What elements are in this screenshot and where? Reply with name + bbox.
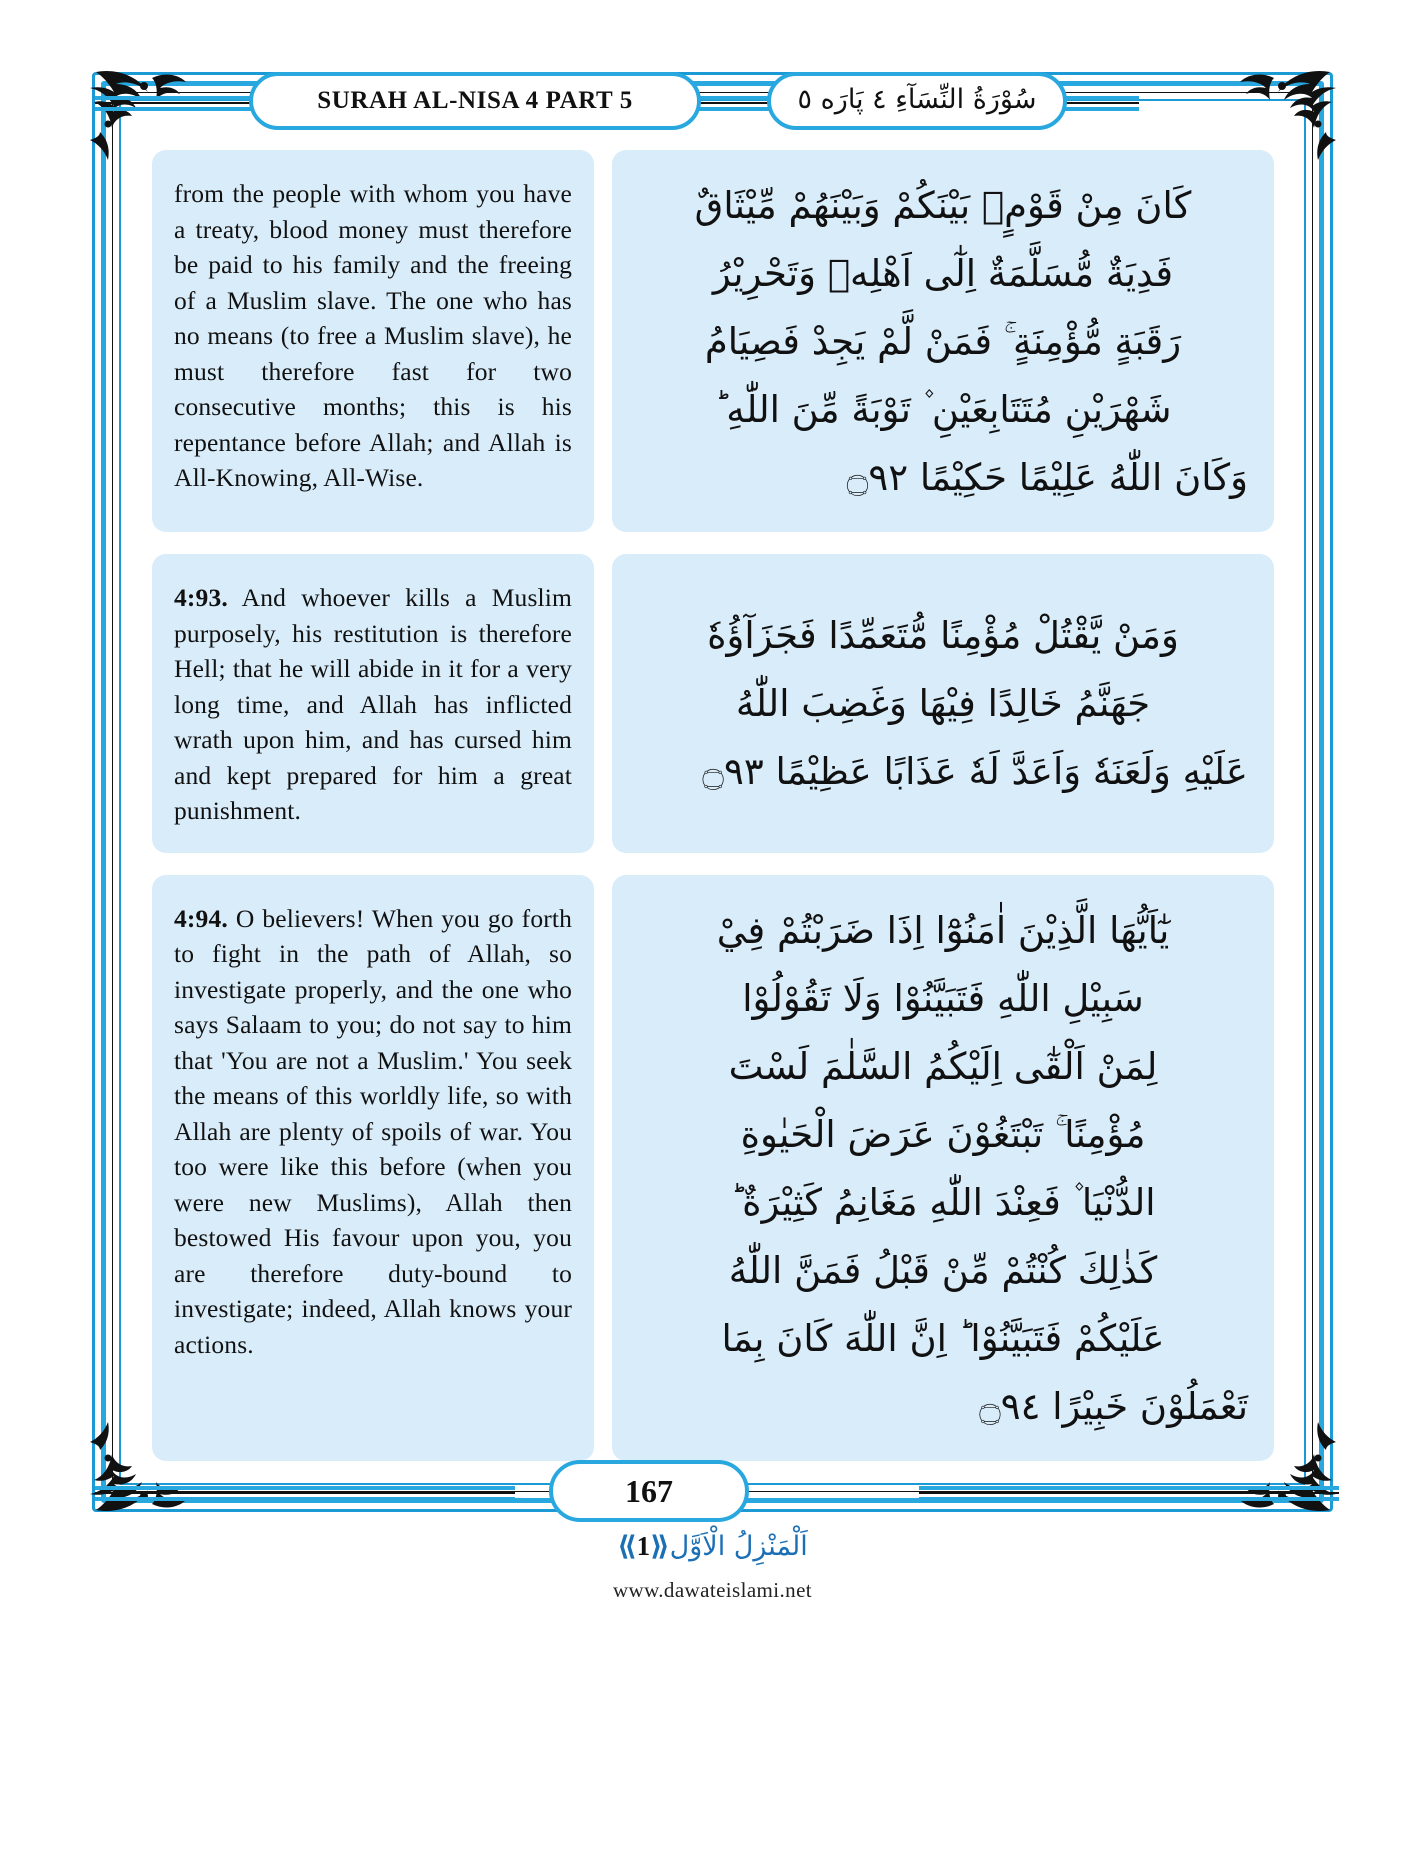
verse-number: 4:94. [174,903,228,933]
arabic-line: عَلَيْهِ وَلَعَنَهٗ وَاَعَدَّ لَهٗ عَذَابًا عَظِيْمًا ۝٩٣ [702,750,1248,794]
translation-text: from the people with whom you have a treaty, blood money must therefore be paid to his family and the freeing of a Muslim slave. The one who has no means (to free a Muslim slave), he must therefore fast for two consecutive months; this is his repentance before Allah; and Allah is All-Knowing, All-Wise. [174,179,572,492]
header-rule-left [95,96,255,100]
arabic-line: وَمَنْ يَّقْتُلْ مُؤْمِنًا مُّتَعَمِّدًا فَجَزَآؤُهٗ [707,614,1179,658]
page-header [119,62,1306,132]
page-number: 167 [625,1472,673,1509]
arabic-line: جَهَنَّمُ خَالِدًا فِيْهَا وَغَضِبَ اللّٰهُ [735,682,1151,726]
surah-title-banner [249,72,701,130]
surah-title-text: SURAH AL-NISA 4 PART 5 [317,87,633,114]
translation-panel [152,150,594,532]
verse-row [152,150,1274,532]
manzil-text: اَلْمَنْزِلُ الْاَوَّل [669,1531,808,1562]
arabic-line: الدُّنْيَا ۫ فَعِنْدَ اللّٰهِ مَغَانِمُ كَثِيْرَةٌ ؕ [730,1180,1156,1224]
verse-number: 4:93. [174,583,228,612]
translation-panel [152,554,594,853]
footer-rule-right-lower [919,1497,1339,1501]
arabic-line: كَذٰلِكَ كُنْتُمْ مِّنْ قَبْلُ فَمَنَّ اللّٰهُ [728,1248,1158,1292]
arabic-line: شَهْرَيْنِ مُتَتَابِعَيْنِ ۫ تَوْبَةً مِّنَ اللّٰهِ ؕ [714,388,1172,431]
header-rule-left-lower [95,107,255,111]
arabic-line: فَدِيَةٌ مُّسَلَّمَةٌ اِلٰٓى اَهْلِهٖ وَتَحْرِيْرُ [712,252,1174,295]
arabic-line: يٰٓاَيُّهَا الَّذِيْنَ اٰمَنُوْٓا اِذَا ضَرَبْتُمْ فِيْ [716,908,1170,952]
surah-title-banner-arabic [767,72,1067,130]
verse-container [152,150,1274,1483]
manzil-bracket-close: ⟫ [617,1531,637,1562]
arabic-panel [612,875,1274,1461]
arabic-line: لِمَنْ اَلْقٰٓى اِلَيْكُمُ السَّلٰمَ لَسْتَ [728,1044,1158,1088]
translation-text [174,901,572,1363]
arabic-line: وَكَانَ اللّٰهُ عَلِيْمًا حَكِيْمًا ۝٩٢ [846,456,1248,499]
verse-row [152,875,1274,1461]
arabic-line: رَقَبَةٍ مُّؤْمِنَةٍ ۚ فَمَنْ لَّمْ يَجِدْ فَصِيَامُ [704,320,1182,363]
footer-rule-left-lower [95,1497,515,1501]
arabic-line: سَبِيْلِ اللّٰهِ فَتَبَيَّنُوْا وَلَا تَقُوْلُوْا [742,976,1144,1020]
arabic-line: كَانَ مِنْ قَوْمٍۭ بَيْنَكُمْ وَبَيْنَهُمْ مِّيْثَاقٌ [694,184,1192,227]
manzil-label [0,1530,1425,1563]
manzil-bracket-open: ⟪ [650,1531,670,1562]
page-footer [119,1452,1306,1524]
arabic-panel [612,554,1274,853]
arabic-panel [612,150,1274,532]
translation-panel [152,875,594,1461]
footer-rule-right-black [919,1492,1339,1494]
footer-rule-right [919,1486,1339,1490]
manzil-number: 1 [636,1531,651,1561]
page-number-badge [549,1460,749,1522]
surah-title-text-arabic: سُوْرَةُ النِّسَآءِ ٤ پَارَه ٥ [797,83,1037,115]
arabic-line: عَلَيْكُمْ فَتَبَيَّنُوْا ؕ اِنَّ اللّٰهَ كَانَ بِمَا [721,1316,1165,1360]
website-url: www.dawateislami.net [612,1578,813,1602]
arabic-line: تَعْمَلُوْنَ خَبِيْرًا ۝٩٤ [979,1384,1248,1428]
arabic-line: مُؤْمِنًا ۚ تَبْتَغُوْنَ عَرَضَ الْحَيٰوةِ [740,1112,1146,1156]
footer-rule-left-black [95,1492,515,1494]
translation-body: O believers! When you go forth to fight in the path of Allah, so investigate properly, and the one who says Salaam to you; do not say to him that 'You are not a Muslim.' You seek the means of this worldly life, so with Allah are plenty of spoils of war. You too were like this before (when you were new Muslims), Allah then bestowed His favour upon you, you are therefore duty-bound to investigate; indeed, Allah knows your actions. [174,903,572,1359]
header-rule-left-black [95,102,255,104]
footer-rule-left [95,1486,515,1490]
verse-row [152,554,1274,853]
translation-text [174,580,572,829]
translation-body: And whoever kills a Muslim purposely, his restitution is therefore Hell; that he will abide in it for a very long time, and Allah has inflicted wrath upon him, and has cursed him and kept prepared for him a great punishment. [174,583,572,825]
